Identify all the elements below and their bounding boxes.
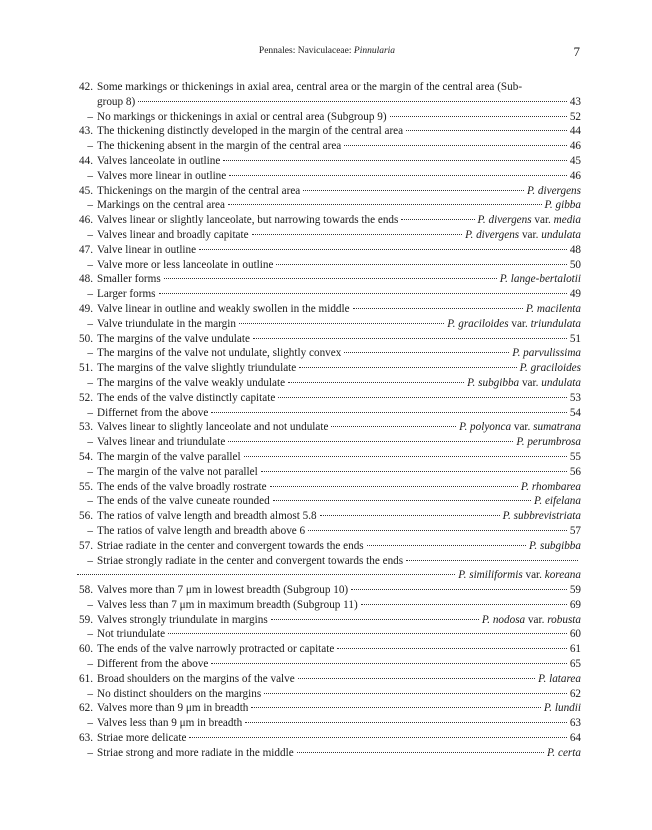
key-line-continuation (74, 95, 581, 110)
key-line (74, 716, 581, 731)
key-line (74, 272, 581, 287)
couplet-number: – (87, 288, 93, 301)
couplet-text: The margins of the valve not undulate, slightly convex (97, 347, 342, 360)
couplet-number: – (87, 376, 93, 389)
dot-leader (337, 648, 566, 649)
couplet-target: 57 (569, 524, 581, 537)
identification-key (74, 80, 581, 761)
dot-leader (164, 278, 497, 279)
page-number: 7 (573, 44, 580, 59)
couplet-text: Striae more delicate (97, 732, 187, 745)
couplet-target: 52 (569, 110, 581, 123)
key-line (74, 110, 581, 125)
dot-leader (239, 323, 444, 324)
dot-leader (244, 456, 567, 457)
dot-leader (351, 589, 567, 590)
couplet-target: 53 (569, 391, 581, 404)
dot-leader (299, 367, 516, 368)
couplet-text: No markings or thickenings in axial or central area (Subgroup 9) (97, 110, 387, 123)
key-line (74, 554, 581, 569)
key-line (74, 302, 581, 317)
couplet-target: P. graciloides var. triundulata (447, 317, 581, 330)
couplet-number: – (87, 110, 93, 123)
key-line (74, 346, 581, 361)
couplet-text: Valves linear and broadly capitate (97, 228, 249, 241)
couplet-text: Valve triundulate in the margin (97, 317, 236, 330)
dot-leader (245, 722, 567, 723)
couplet-target: P. divergens (526, 184, 581, 197)
couplet-text: Valves less than 9 μm in breadth (97, 717, 243, 730)
couplet-text: Broad shoulders on the margins of the valve (97, 672, 295, 685)
key-line (74, 198, 581, 213)
couplet-number: 61. (79, 672, 93, 685)
key-line (74, 154, 581, 169)
key-line (74, 420, 581, 435)
key-line (74, 258, 581, 273)
couplet-number: – (87, 317, 93, 330)
couplet-target: P. subgibba var. undulata (467, 376, 581, 389)
couplet-text: Differnet from the above (97, 406, 209, 419)
couplet-target: 50 (569, 258, 581, 271)
couplet-target: P. lundii (543, 702, 581, 715)
key-line (74, 509, 581, 524)
dot-leader (229, 175, 567, 176)
couplet-target: P. nodosa var. robusta (481, 613, 581, 626)
dot-leader (344, 352, 509, 353)
couplet-number: – (87, 140, 93, 153)
dot-leader (353, 308, 523, 309)
dot-leader (228, 204, 542, 205)
couplet-target: 43 (569, 95, 581, 108)
couplet-text: Striae strongly radiate in the center and convergent towards the ends (97, 554, 404, 567)
key-line (74, 539, 581, 554)
key-line (74, 465, 581, 480)
couplet-text: Valve linear in outline (97, 243, 197, 256)
couplet-text: The margins of the valve undulate (97, 332, 250, 345)
key-line-continuation (74, 568, 581, 583)
dot-leader (168, 633, 567, 634)
running-title-plain: Pennales: Naviculaceae: (258, 46, 354, 56)
couplet-number: – (87, 554, 93, 567)
key-line (74, 450, 581, 465)
couplet-number: 57. (79, 539, 93, 552)
couplet-text: Valves linear and triundulate (97, 436, 226, 449)
couplet-target: P. macilenta (525, 302, 581, 315)
couplet-text: Valves linear or slightly lanceolate, but narrowing towards the ends (97, 214, 399, 227)
key-line (74, 124, 581, 139)
couplet-text: Thickenings on the margin of the central area (97, 184, 301, 197)
couplet-target: 51 (569, 332, 581, 345)
couplet-text: Valve linear in outline and weakly swollen in the middle (97, 302, 350, 315)
couplet-text: The ratios of valve length and breadth above 6 (97, 524, 306, 537)
key-line (74, 361, 581, 376)
couplet-text: The margin of the valve not parallel (97, 465, 258, 478)
couplet-text: The ratios of valve length and breadth almost 5.8 (97, 510, 317, 523)
dot-leader (270, 486, 518, 487)
couplet-target: P. certa (547, 746, 581, 759)
dot-leader (271, 619, 479, 620)
couplet-text: Valves lanceolate in outline (97, 154, 221, 167)
couplet-text: Some markings or thickenings in axial area, central area or the margin of the central area (Sub- (97, 81, 523, 93)
couplet-number: 56. (79, 510, 93, 523)
couplet-target: P. perumbrosa (516, 436, 581, 449)
dot-leader (253, 338, 567, 339)
couplet-target: 56 (569, 465, 581, 478)
dot-leader (367, 545, 526, 546)
couplet-number: 51. (79, 362, 93, 375)
dot-leader (406, 560, 578, 561)
couplet-number: – (87, 406, 93, 419)
couplet-target: P. latarea (538, 672, 581, 685)
couplet-number: 46. (79, 214, 93, 227)
dot-leader (273, 500, 531, 501)
couplet-target: 49 (569, 288, 581, 301)
dot-leader (211, 412, 567, 413)
dot-leader (261, 471, 567, 472)
couplet-number: – (87, 436, 93, 449)
dot-leader (298, 678, 535, 679)
couplet-target: P. gibba (544, 199, 581, 212)
couplet-text: Smaller forms (97, 273, 161, 286)
dot-leader (297, 752, 544, 753)
key-line (74, 228, 581, 243)
couplet-target: 69 (569, 598, 581, 611)
couplet-number: 47. (79, 243, 93, 256)
key-line (74, 583, 581, 598)
couplet-target: P. rhombarea (520, 480, 581, 493)
dot-leader (228, 441, 513, 442)
dot-leader (252, 234, 463, 235)
couplet-target: 54 (569, 406, 581, 419)
key-line (74, 746, 581, 761)
dot-leader (138, 101, 567, 102)
key-line (74, 672, 581, 687)
couplet-number: – (87, 628, 93, 641)
key-line (74, 139, 581, 154)
couplet-number: – (87, 746, 93, 759)
couplet-text: Valves more than 9 μm in breadth (97, 702, 249, 715)
couplet-target: 65 (569, 658, 581, 671)
couplet-target: P. eifelana (533, 495, 581, 508)
couplet-text: Valves strongly triundulate in margins (97, 613, 268, 626)
couplet-number: – (87, 495, 93, 508)
couplet-text: Larger forms (97, 288, 156, 301)
page-header (74, 44, 580, 60)
couplet-target: 61 (569, 643, 581, 656)
dot-leader (159, 293, 567, 294)
couplet-target: P. similiformis var. koreana (458, 569, 581, 582)
couplet-number: – (87, 347, 93, 360)
couplet-text: Markings on the central area (97, 199, 225, 212)
dot-leader (264, 693, 567, 694)
couplet-target: 48 (569, 243, 581, 256)
couplet-text: The ends of the valve distinctly capitate (97, 391, 276, 404)
couplet-target: P. divergens var. media (477, 214, 581, 227)
couplet-text: Not triundulate (97, 628, 166, 641)
couplet-number: 43. (79, 125, 93, 138)
couplet-number: 49. (79, 302, 93, 315)
dot-leader (320, 515, 500, 516)
key-line (74, 613, 581, 628)
couplet-number: – (87, 717, 93, 730)
couplet-text: Valves more than 7 μm in lowest breadth (Subgroup 10) (97, 584, 349, 597)
couplet-text: Valves more linear in outline (97, 169, 227, 182)
couplet-target: P. lange-bertalotii (499, 273, 581, 286)
couplet-number: – (87, 169, 93, 182)
couplet-text: The thickening absent in the margin of the central area (97, 140, 342, 153)
key-line (74, 169, 581, 184)
key-line (74, 731, 581, 746)
couplet-number: – (87, 524, 93, 537)
couplet-target: P. graciloides (519, 362, 581, 375)
couplet-text: Striae strong and more radiate in the middle (97, 746, 294, 759)
dot-leader (223, 160, 566, 161)
couplet-number: – (87, 658, 93, 671)
key-line (74, 642, 581, 657)
key-line (74, 480, 581, 495)
key-line (74, 317, 581, 332)
couplet-text: The ends of the valve narrowly protracted or capitate (97, 643, 335, 656)
couplet-text: The margins of the valve weakly undulate (97, 376, 286, 389)
couplet-target: 46 (569, 169, 581, 182)
key-line (74, 435, 581, 450)
couplet-target: 62 (569, 687, 581, 700)
couplet-number: 55. (79, 480, 93, 493)
key-line (74, 391, 581, 406)
couplet-number: 62. (79, 702, 93, 715)
couplet-target: P. polyonca var. sumatrana (459, 421, 581, 434)
couplet-target: 60 (569, 628, 581, 641)
couplet-number: – (87, 258, 93, 271)
couplet-target: 46 (569, 140, 581, 153)
couplet-target: P. subgibba (528, 539, 581, 552)
dot-leader (308, 530, 567, 531)
couplet-target: 55 (569, 450, 581, 463)
couplet-number: 59. (79, 613, 93, 626)
dot-leader (278, 397, 566, 398)
couplet-number: 48. (79, 273, 93, 286)
dot-leader (211, 663, 567, 664)
couplet-number: 60. (79, 643, 93, 656)
couplet-text: Valves linear to slightly lanceolate and not undulate (97, 421, 329, 434)
couplet-number: 54. (79, 450, 93, 463)
couplet-text: No distinct shoulders on the margins (97, 687, 262, 700)
couplet-target: P. divergens var. undulata (465, 228, 581, 241)
couplet-text: The margins of the valve slightly triundulate (97, 362, 297, 375)
key-line (74, 332, 581, 347)
key-line (74, 287, 581, 302)
dot-leader (331, 426, 456, 427)
dot-leader (189, 737, 566, 738)
couplet-target: 44 (569, 125, 581, 138)
couplet-number: – (87, 465, 93, 478)
key-line (74, 657, 581, 672)
couplet-text: Different from the above (97, 658, 209, 671)
couplet-number: – (87, 199, 93, 212)
couplet-number: – (87, 598, 93, 611)
couplet-text: The margin of the valve parallel (97, 450, 241, 463)
couplet-text: Striae radiate in the center and convergent towards the ends (97, 539, 364, 552)
couplet-text: The thickening distinctly developed in the margin of the central area (97, 125, 404, 138)
dot-leader (77, 574, 455, 575)
couplet-target: 63 (569, 717, 581, 730)
key-line (74, 80, 581, 95)
dot-leader (276, 264, 566, 265)
key-line (74, 184, 581, 199)
dot-leader (406, 130, 567, 131)
key-line (74, 213, 581, 228)
dot-leader (344, 145, 567, 146)
couplet-number: 44. (79, 154, 93, 167)
couplet-number: 42. (79, 81, 93, 93)
dot-leader (401, 219, 474, 220)
couplet-target: P. parvulissima (512, 347, 581, 360)
couplet-target: P. subbrevistriata (502, 510, 581, 523)
key-line (74, 376, 581, 391)
dot-leader (361, 604, 567, 605)
running-title-genus: Pinnularia (353, 46, 396, 56)
key-line (74, 524, 581, 539)
key-line (74, 627, 581, 642)
couplet-text-continued: group 8) (97, 95, 136, 108)
couplet-text: Valve more or less lanceolate in outline (97, 258, 274, 271)
key-line (74, 598, 581, 613)
dot-leader (288, 382, 464, 383)
couplet-number: – (87, 228, 93, 241)
key-line (74, 494, 581, 509)
couplet-number: 52. (79, 391, 93, 404)
couplet-target: 64 (569, 732, 581, 745)
key-line (74, 701, 581, 716)
couplet-text: The ends of the valve broadly rostrate (97, 480, 267, 493)
couplet-target: 45 (569, 154, 581, 167)
dot-leader (251, 707, 541, 708)
dot-leader (390, 116, 567, 117)
couplet-number: 58. (79, 584, 93, 597)
couplet-text: Valves less than 7 μm in maximum breadth (Subgroup 11) (97, 598, 358, 611)
dot-leader (303, 190, 524, 191)
key-line (74, 243, 581, 258)
couplet-number: 53. (79, 421, 93, 434)
couplet-text: The ends of the valve cuneate rounded (97, 495, 270, 508)
key-line (74, 406, 581, 421)
couplet-number: 45. (79, 184, 93, 197)
couplet-number: – (87, 687, 93, 700)
running-title (74, 46, 580, 56)
key-line (74, 687, 581, 702)
couplet-number: 63. (79, 732, 93, 745)
dot-leader (199, 249, 567, 250)
couplet-target: 59 (569, 584, 581, 597)
couplet-number: 50. (79, 332, 93, 345)
